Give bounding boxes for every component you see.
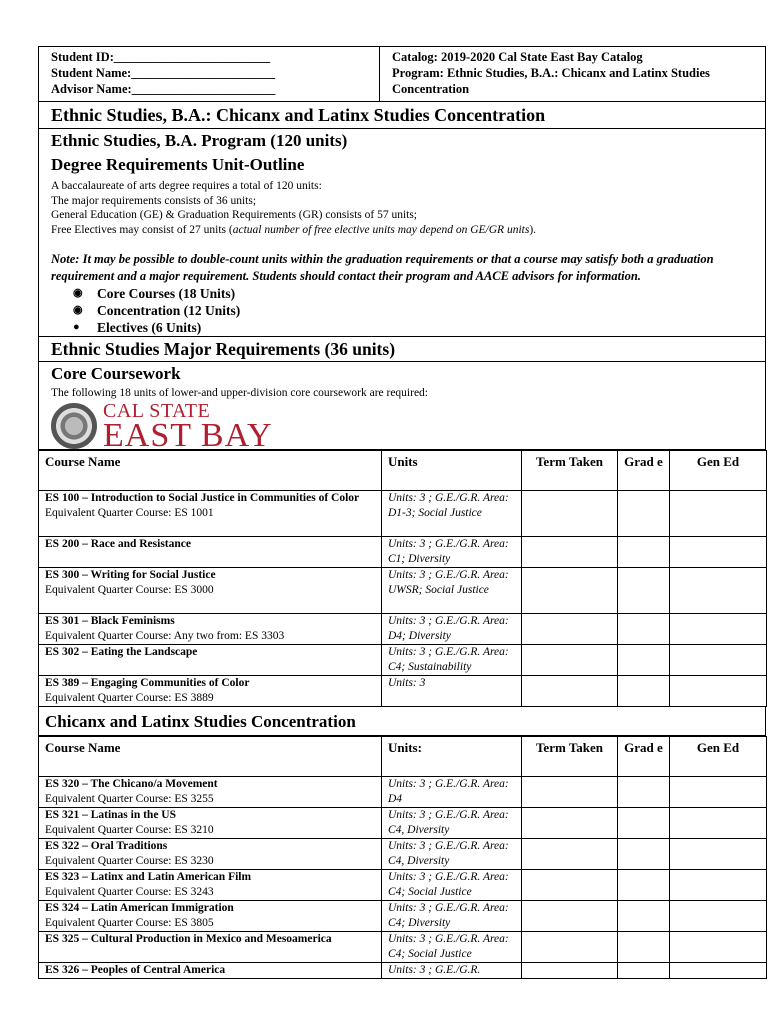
term-taken-cell[interactable] [522, 613, 618, 644]
units-cell: Units: 3 ; G.E./G.R. Area: C4, Diversity [382, 838, 522, 869]
table-row [39, 807, 767, 838]
table-row [39, 838, 767, 869]
grade-cell[interactable] [618, 931, 670, 962]
term-taken-cell[interactable] [522, 644, 618, 675]
gen-ed-cell[interactable] [670, 900, 767, 931]
course-cell [39, 490, 382, 536]
course-name: ES 100 – Introduction to Social Justice in Communities of Color [45, 491, 360, 504]
logo-line2: EAST BAY [103, 416, 273, 454]
seal-icon [51, 403, 97, 449]
bullet-icon: ◉ [73, 304, 83, 316]
bullet-icon: ● [73, 321, 80, 333]
grade-cell[interactable] [618, 807, 670, 838]
grade-cell[interactable] [618, 776, 670, 807]
core-intro: The following 18 units of lower-and upper-division core coursework are required: [51, 387, 429, 399]
logo-wordmark [103, 399, 273, 454]
col-units: Units: [382, 736, 522, 776]
term-taken-cell[interactable] [522, 807, 618, 838]
program-heading: Ethnic Studies, B.A. Program (120 units) [51, 131, 348, 150]
core-heading: Core Coursework [51, 364, 181, 383]
grade-cell[interactable] [618, 613, 670, 644]
col-grade: Grad e [618, 736, 670, 776]
units-cell: Units: 3 [382, 675, 522, 706]
course-equivalent: Equivalent Quarter Course: ES 3230 [45, 854, 214, 867]
list-item [73, 285, 765, 302]
course-equivalent: Equivalent Quarter Course: ES 3243 [45, 885, 214, 898]
course-equivalent: Equivalent Quarter Course: ES 1001 [45, 506, 214, 519]
course-name: ES 200 – Race and Resistance [45, 537, 191, 550]
list-item [73, 302, 765, 319]
gen-ed-cell[interactable] [670, 838, 767, 869]
table-row [39, 567, 767, 613]
units-cell: Units: 3 ; G.E./G.R. Area: C4; Diversity [382, 900, 522, 931]
course-equivalent: Equivalent Quarter Course: ES 3805 [45, 916, 214, 929]
electives-italic: actual number of free elective units may depend on GE/GR units [232, 223, 530, 236]
course-cell [39, 900, 382, 931]
term-taken-cell[interactable] [522, 490, 618, 536]
col-term-taken: Term Taken [522, 736, 618, 776]
bullet-label: Core Courses (18 Units) [97, 286, 236, 301]
term-taken-cell[interactable] [522, 567, 618, 613]
bullet-label: Electives (6 Units) [97, 320, 202, 335]
course-name: ES 320 – The Chicano/a Movement [45, 777, 218, 790]
grade-cell[interactable] [618, 490, 670, 536]
units-cell: Units: 3 ; G.E./G.R. Area: C4, Diversity [382, 807, 522, 838]
bullet-label: Concentration (12 Units) [97, 303, 241, 318]
course-name: ES 321 – Latinas in the US [45, 808, 177, 821]
units-cell: Units: 3 ; G.E./G.R. Area: C4; Social Justice [382, 869, 522, 900]
outline-heading: Degree Requirements Unit-Outline [51, 155, 305, 174]
units-cell: Units: 3 ; G.E./G.R. Area: D1-3; Social Justice [382, 490, 522, 536]
gen-ed-cell[interactable] [670, 931, 767, 962]
catalog-info [380, 47, 765, 101]
gen-ed-cell[interactable] [670, 490, 767, 536]
table-header-row [39, 450, 767, 490]
gen-ed-cell[interactable] [670, 776, 767, 807]
col-gen-ed: Gen Ed [670, 736, 767, 776]
table-row [39, 900, 767, 931]
gen-ed-cell[interactable] [670, 536, 767, 567]
col-term-taken: Term Taken [522, 450, 618, 490]
course-cell [39, 536, 382, 567]
term-taken-cell[interactable] [522, 838, 618, 869]
electives-suffix: ). [529, 223, 537, 236]
page-title: Ethnic Studies, B.A.: Chicanx and Latinx Studies Concentration [38, 102, 766, 129]
term-taken-cell[interactable] [522, 869, 618, 900]
course-cell [39, 807, 382, 838]
course-equivalent: Equivalent Quarter Course: ES 3255 [45, 792, 214, 805]
gen-ed-cell[interactable] [670, 567, 767, 613]
gen-ed-cell[interactable] [670, 675, 767, 706]
concentration-table [38, 736, 767, 979]
program-label-cont: Concentration [392, 82, 470, 96]
gen-ed-cell[interactable] [670, 869, 767, 900]
program-label: Program: Ethnic Studies, B.A.: Chicanx and Latinx Studies [392, 66, 710, 80]
intro-line-electives [51, 223, 753, 238]
course-equivalent: Equivalent Quarter Course: Any two from: ES 3303 [45, 629, 285, 642]
table-row [39, 490, 767, 536]
student-name-field: Student Name:_______________________ [51, 66, 275, 80]
course-name: ES 300 – Writing for Social Justice [45, 568, 216, 581]
grade-cell[interactable] [618, 838, 670, 869]
term-taken-cell[interactable] [522, 536, 618, 567]
course-equivalent: Equivalent Quarter Course: ES 3000 [45, 583, 214, 596]
logo-line1: CAL STATE [103, 399, 211, 422]
units-cell: Units: 3 ; G.E./G.R. Area: C4; Social Justice [382, 931, 522, 962]
course-name: ES 302 – Eating the Landscape [45, 645, 198, 658]
units-cell: Units: 3 ; G.E./G.R. Area: D4 [382, 776, 522, 807]
term-taken-cell[interactable] [522, 675, 618, 706]
table-row [39, 536, 767, 567]
table-row [39, 869, 767, 900]
col-units: Units [382, 450, 522, 490]
major-section [38, 337, 766, 362]
university-logo [39, 399, 765, 454]
table-row [39, 613, 767, 644]
intro-line: A baccalaureate of arts degree requires a total of 120 units: [51, 180, 322, 192]
grade-cell[interactable] [618, 869, 670, 900]
grade-cell[interactable] [618, 567, 670, 613]
units-cell: Units: 3 ; G.E./G.R. [382, 962, 522, 978]
grade-cell[interactable] [618, 536, 670, 567]
core-table [38, 450, 767, 707]
units-cell: Units: 3 ; G.E./G.R. Area: C4; Sustainability [382, 644, 522, 675]
course-cell [39, 838, 382, 869]
worksheet-page [38, 46, 766, 979]
course-name: ES 322 – Oral Traditions [45, 839, 168, 852]
term-taken-cell[interactable] [522, 931, 618, 962]
core-section [38, 362, 766, 454]
gen-ed-cell[interactable] [670, 962, 767, 978]
table-row [39, 931, 767, 962]
term-taken-cell[interactable] [522, 962, 618, 978]
course-name: ES 301 – Black Feminisms [45, 614, 175, 627]
gen-ed-cell[interactable] [670, 613, 767, 644]
units-cell: Units: 3 ; G.E./G.R. Area: C1; Diversity [382, 536, 522, 567]
table-header-row [39, 736, 767, 776]
catalog-label: Catalog: 2019-2020 Cal State East Bay Catalog [392, 50, 643, 64]
course-name: ES 323 – Latinx and Latin American Film [45, 870, 252, 883]
grade-cell[interactable] [618, 962, 670, 978]
col-course-name: Course Name [39, 450, 382, 490]
course-cell [39, 962, 382, 978]
course-name: ES 325 – Cultural Production in Mexico and Mesoamerica [45, 932, 332, 945]
intro-line: General Education (GE) & Graduation Requirements (GR) consists of 57 units; [51, 209, 418, 221]
student-header [38, 46, 766, 102]
course-cell [39, 869, 382, 900]
course-name: ES 389 – Engaging Communities of Color [45, 676, 250, 689]
table-row [39, 644, 767, 675]
course-cell [39, 644, 382, 675]
col-grade: Grad e [618, 450, 670, 490]
table-row [39, 776, 767, 807]
grade-cell[interactable] [618, 675, 670, 706]
term-taken-cell[interactable] [522, 776, 618, 807]
requirement-bullets [39, 285, 765, 336]
course-cell [39, 776, 382, 807]
col-course-name: Course Name [39, 736, 382, 776]
intro-text [39, 177, 765, 237]
course-cell [39, 567, 382, 613]
table-row [39, 962, 767, 978]
gen-ed-cell[interactable] [670, 807, 767, 838]
col-gen-ed: Gen Ed [670, 450, 767, 490]
course-cell [39, 613, 382, 644]
course-cell [39, 931, 382, 962]
concentration-heading: Chicanx and Latinx Studies Concentration [38, 707, 766, 736]
major-heading: Ethnic Studies Major Requirements (36 units) [51, 339, 396, 359]
student-id-field: Student ID:_________________________ [51, 50, 271, 64]
bullet-icon: ◉ [73, 287, 83, 299]
note-text: Note: It may be possible to double-count units within the graduation requirements or that a course may satisfy both a graduation requirement and a major requirement. Students should contact their program and AACE advisors for information. [51, 252, 714, 283]
outline-section [38, 129, 766, 337]
grade-cell[interactable] [618, 644, 670, 675]
table-row [39, 675, 767, 706]
list-item [73, 319, 765, 336]
gen-ed-cell[interactable] [670, 644, 767, 675]
grade-cell[interactable] [618, 900, 670, 931]
units-cell: Units: 3 ; G.E./G.R. Area: D4; Diversity [382, 613, 522, 644]
electives-prefix: Free Electives may consist of 27 units ( [51, 223, 233, 236]
intro-line: The major requirements consists of 36 units; [51, 194, 257, 207]
course-name: ES 324 – Latin American Immigration [45, 901, 234, 914]
term-taken-cell[interactable] [522, 900, 618, 931]
units-cell: Units: 3 ; G.E./G.R. Area: UWSR; Social Justice [382, 567, 522, 613]
course-name: ES 326 – Peoples of Central America [45, 963, 226, 976]
student-info [39, 47, 380, 101]
course-equivalent: Equivalent Quarter Course: ES 3889 [45, 691, 214, 704]
advisor-name-field: Advisor Name:_______________________ [51, 82, 276, 96]
course-cell [39, 675, 382, 706]
course-equivalent: Equivalent Quarter Course: ES 3210 [45, 823, 214, 836]
